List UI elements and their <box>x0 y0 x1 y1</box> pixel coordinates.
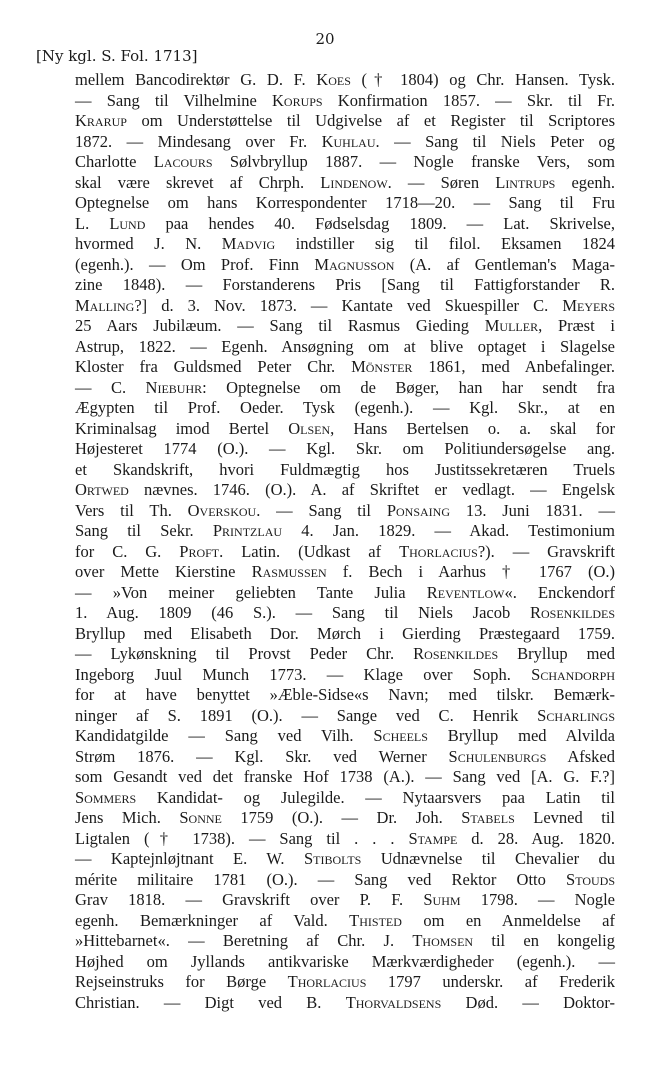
text-line: 25 Aars Jubilæum. — Sang til Rasmus Gieding Muller, Præst i <box>75 316 615 335</box>
text-line: — Sang til Vilhelmine Korups Konfirmation 1857. — Skr. til Fr. <box>75 90 616 110</box>
text-line: for C. G. Proft. Latin. (Udkast af Thorlacius?). — Gravskrift <box>75 541 615 561</box>
text-line: Kloster fra Guldsmed Peter Chr. Mönster 1861, med Anbefalinger. <box>75 357 615 376</box>
text-line: Sang til Sekr. Printzlau 4. Jan. 1829. — Akad. Testimonium <box>75 521 615 540</box>
text-line: — »Von meiner geliebten Tante Julia Reventlow«. Enckendorf <box>75 582 615 602</box>
text-line: — Lykønskning til Provst Peder Chr. Rosenkildes Bryllup med <box>75 644 616 663</box>
text-line: (egenh.). — Om Prof. Finn Magnusson (A. af Gentleman's Maga- <box>75 254 615 274</box>
text-line: Højesteret 1774 (O.). — Kgl. Skr. om Politiundersøgelse ang. <box>75 439 615 458</box>
text-line: skal være skrevet af Chrph. Lindenow. — Søren Lintrups egenh. <box>75 172 615 192</box>
text-line: Vers til Th. Overskou. — Sang til Ponsaing 13. Juni 1831. — <box>75 500 615 520</box>
text-line: Kriminalsag imod Bertel Olsen, Hans Bertelsen o. a. skal for <box>75 418 615 438</box>
text-line: zine 1848). — Forstanderens Pris [Sang til Fattigforstander R. <box>75 275 615 294</box>
text-line: Kandidatgilde — Sang ved Vilh. Scheels Bryllup med Alvilda <box>75 726 615 745</box>
text-line: Ligtalen († 1738). — Sang til . . . Stampe d. 28. Aug. 1820. <box>75 828 615 848</box>
text-line: over Mette Kierstine Rasmussen f. Bech i Aarhus † 1767 (O.) <box>75 562 615 581</box>
text-line: Ægypten til Prof. Oeder. Tysk (egenh.). — Kgl. Skr., at en <box>75 398 615 417</box>
text-line: Malling?] d. 3. Nov. 1873. — Kantate ved Skuespiller C. Meyers <box>75 295 615 315</box>
text-line: Optegnelse om hans Korrespondenter 1718—20. — Sang til Fru <box>75 193 615 212</box>
text-line: 1872. — Mindesang over Fr. Kuhlau. — Sang til Niels Peter og <box>75 131 616 151</box>
text-line: Bryllup med Elisabeth Dor. Mørch i Gierding Præstegaard 1759. <box>75 623 615 643</box>
text-line: ninger af S. 1891 (O.). — Sange ved C. Henrik Scharlings <box>75 705 615 725</box>
text-line: Højhed om Jyllands antikvariske Mærkværdigheder (egenh.). — <box>75 951 615 971</box>
text-line: for at have benyttet »Æble-Sidse«s Navn; med tilskr. Bemærk- <box>75 685 615 704</box>
text-line: »Hittebarnet«. — Beretning af Chr. J. Thomsen til en kongelig <box>75 931 615 950</box>
text-line: Astrup, 1822. — Egenh. Ansøgning om at blive optaget i Slagelse <box>75 336 615 356</box>
text-line: Ingeborg Juul Munch 1773. — Klage over Soph. Schandorph <box>75 664 615 684</box>
page-number: 20 <box>315 30 335 48</box>
text-line: som Gesandt ved det franske Hof 1738 (A.). — Sang ved [A. G. F.?] <box>75 767 615 786</box>
text-line: mérite militaire 1781 (O.). — Sang ved Rektor Otto Stouds <box>75 869 615 889</box>
text-line: Charlotte Lacours Sølvbryllup 1887. — Nogle franske Vers, som <box>75 152 615 171</box>
text-line: hvormed J. N. Madvig indstiller sig til filol. Eksamen 1824 <box>75 234 615 253</box>
text-line: mellem Bancodirektør G. D. F. Koes († 1804) og Chr. Hansen. Tysk. <box>75 70 615 89</box>
text-line: 1. Aug. 1809 (46 S.). — Sang til Niels Jacob Rosenkildes <box>75 603 615 622</box>
text-line: Krarup om Understøttelse til Udgivelse af et Register til Scriptores <box>75 111 615 130</box>
shelfmark: [Ny kgl. S. Fol. 1713] <box>36 47 198 65</box>
text-line: Strøm 1876. — Kgl. Skr. ved Werner Schulenburgs Afsked <box>75 746 615 766</box>
text-line: — C. Niebuhr: Optegnelse om de Bøger, han har sendt fra <box>75 377 615 397</box>
text-line: — Kaptejnløjtnant E. W. Stibolts Udnævnelse til Chevalier du <box>75 849 616 868</box>
text-line: et Skandskrift, hvori Fuldmægtig hos Justitssekretæren Truels <box>75 459 615 479</box>
text-line: Grav 1818. — Gravskrift over P. F. Suhm 1798. — Nogle <box>75 890 615 909</box>
catalogue-text <box>75 70 615 1013</box>
text-line: egenh. Bemærkninger af Vald. Thisted om en Anmeldelse af <box>75 910 615 930</box>
text-line: Rejseinstruks for Børge Thorlacius 1797 underskr. af Frederik <box>75 972 615 991</box>
text-line: L. Lund paa hendes 40. Fødselsdag 1809. — Lat. Skrivelse, <box>75 213 615 233</box>
text-line: Ortwed nævnes. 1746. (O.). A. af Skriftet er vedlagt. — Engelsk <box>75 480 615 499</box>
text-line: Jens Mich. Sonne 1759 (O.). — Dr. Joh. Stabels Levned til <box>75 808 616 827</box>
text-line: Christian. — Digt ved B. Thorvaldsens Død. — Doktor- <box>75 992 615 1012</box>
text-line: Sommers Kandidat- og Julegilde. — Nytaarsvers paa Latin til <box>75 787 615 807</box>
